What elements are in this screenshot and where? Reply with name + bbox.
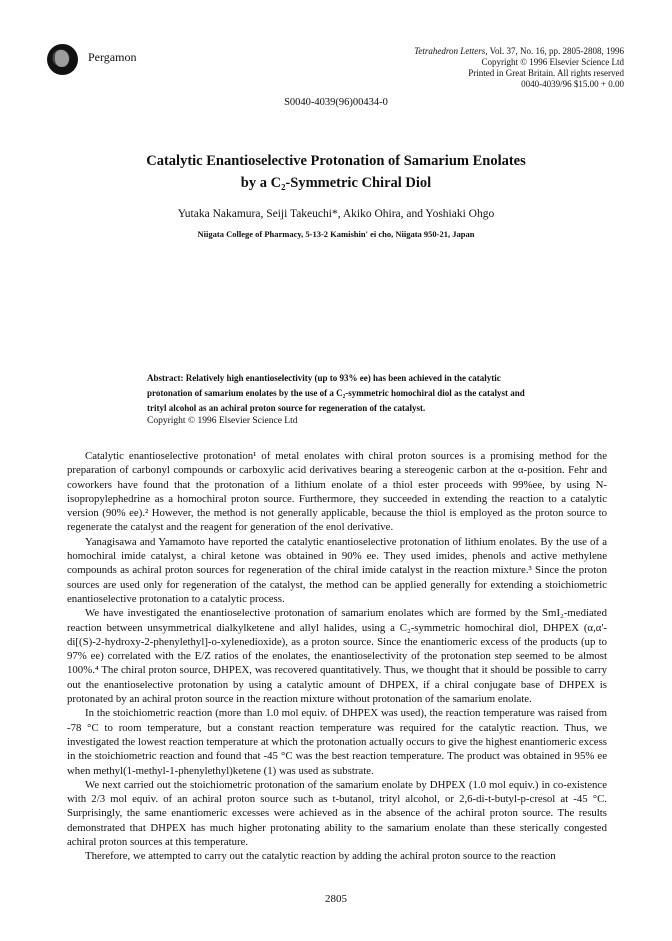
affiliation: Niigata College of Pharmacy, 5-13-2 Kamishin' ei cho, Niigata 950-21, Japan	[197, 229, 475, 239]
body-paragraph-4: In the stoichiometric reaction (more than 1.0 mol equiv. of DHPEX was used), the reaction temperature was raised from -78 °C to room temperature, but a constant reaction temperature was required for the catalytic reaction. Thus, we investigated the lowest reaction temperature at which the protonation actually occurs to give the highest enantiomeric excess in the stoichiometric reaction and found that -45 °C was the best reaction temperature. The product was obtained in 95% ee when methyl(1-methyl-1-phenylethyl)ketene (1) was used as substrate.	[67, 707, 607, 777]
journal-printed: Printed in Great Britain. All rights reserved	[468, 68, 624, 78]
page-number: 2805	[325, 893, 347, 905]
body-paragraph-3: We have investigated the enantioselective protonation of samarium enolates which are formed by the SmI₂-mediated reaction between unsymmetrical dialkylketene and allyl halides, using a C₂-symmetric homochiral diol, DHPEX (α,α'-di[(S)-2-hydroxy-2-phenylethyl]-o-xylenedioxide), as a proton source. Since the enantiomeric excess of the products (up to 97% ee) correlated with the E/Z ratios of the enolates, the enantioselectivity of the protonation step seemed to be almost 100%.⁴ The chiral proton source, DHPEX, was recovered quantitatively. Thus, we thought that it should be possible to carry out the enantioselective protonation by using a catalytic amount of DHPEX, if a chiral conjugate base of DHPEX is protonated by an achiral proton source in the reaction mixture without protonation of the samarium enolate.	[67, 607, 607, 706]
body-paragraph-5: We next carried out the stoichiometric protonation of the samarium enolate by DHPEX (1.0 mol equiv.) in co-existence with 2/3 mol equiv. of an achiral proton source such as t-butanol, trityl alcohol, or 2,6-di-t-butyl-p-cresol at -45 °C. Surprisingly, the same enantiomeric excesses were achieved as in the absence of the achiral proton source. The results demonstrated that DHPEX has much higher protonating ability to the samarium enolate than these sterically congested achiral proton sources at this temperature.	[67, 778, 607, 849]
journal-price: 0040-4039/96 $15.00 + 0.00	[521, 79, 624, 89]
journal-info	[344, 46, 624, 90]
journal-citation	[344, 46, 624, 57]
article-title	[0, 150, 672, 194]
title-line-1: Catalytic Enantioselective Protonation of Samarium Enolates	[146, 153, 526, 169]
publisher-name: Pergamon	[88, 50, 137, 64]
body-paragraph-6: Therefore, we attempted to carry out the catalytic reaction by adding the achiral proton source to the reaction	[85, 850, 556, 863]
journal-name: Tetrahedron Letters	[414, 46, 486, 56]
pii-code: S0040-4039(96)00434-0	[284, 97, 388, 108]
body-paragraph-1: Catalytic enantioselective protonation¹ of metal enolates with chiral proton sources is a promising method for the preparation of carbonyl compounds or carboxylic acid derivatives bearing a stereogenic carbon at the α-position. Fehr and coworkers have found that the protonation of a lithium enolate of a thiol ester proceeds with 99%ee, by using N-isopropylephedrine as a homochiral proton source. Furthermore, they succeeded in extending the reaction to a catalytic version (90% ee).² However, the method is not generally applicable, because the thiol is employed as the proton source to regenerate the catalyst and the reagent for generation of the enol derivative.	[67, 450, 607, 534]
abstract-copyright: Copyright © 1996 Elsevier Science Ltd	[147, 416, 298, 426]
body-paragraph-2: Yanagisawa and Yamamoto have reported the catalytic enantioselective protonation of lithium enolates. By the use of a homochiral imide catalyst, a chiral ketone was obtained in 90% ee. They used imides, phenols and active methylene compounds as achiral proton sources for regeneration of the chiral imide catalyst in the reaction mixture.³ Since the proton sources are used only for regeneration of the catalyst, the method can be applied generally for extending a stoichiometric enantioselective protonation to a catalytic process.	[67, 535, 607, 605]
abstract-label: Abstract:	[147, 373, 184, 383]
journal-copyright: Copyright © 1996 Elsevier Science Ltd	[481, 57, 624, 67]
author-list: Yutaka Nakamura, Seiji Takeuchi*, Akiko Ohira, and Yoshiaki Ohgo	[177, 208, 495, 220]
title-line-2: by a C₂-Symmetric Chiral Diol	[240, 175, 432, 191]
article-body	[67, 449, 607, 864]
pergamon-logo	[47, 44, 78, 75]
abstract	[147, 371, 527, 416]
journal-volume: , Vol. 37, No. 16, pp. 2805-2808, 1996	[485, 46, 624, 56]
abstract-text: Relatively high enantioselectivity (up to 93% ee) has been achieved in the catalytic protonation of samarium enolates by the use of a C₂-symmetric homochiral diol as the catalyst and trityl alcohol as an achiral proton source for regeneration of the catalyst.	[147, 373, 525, 413]
